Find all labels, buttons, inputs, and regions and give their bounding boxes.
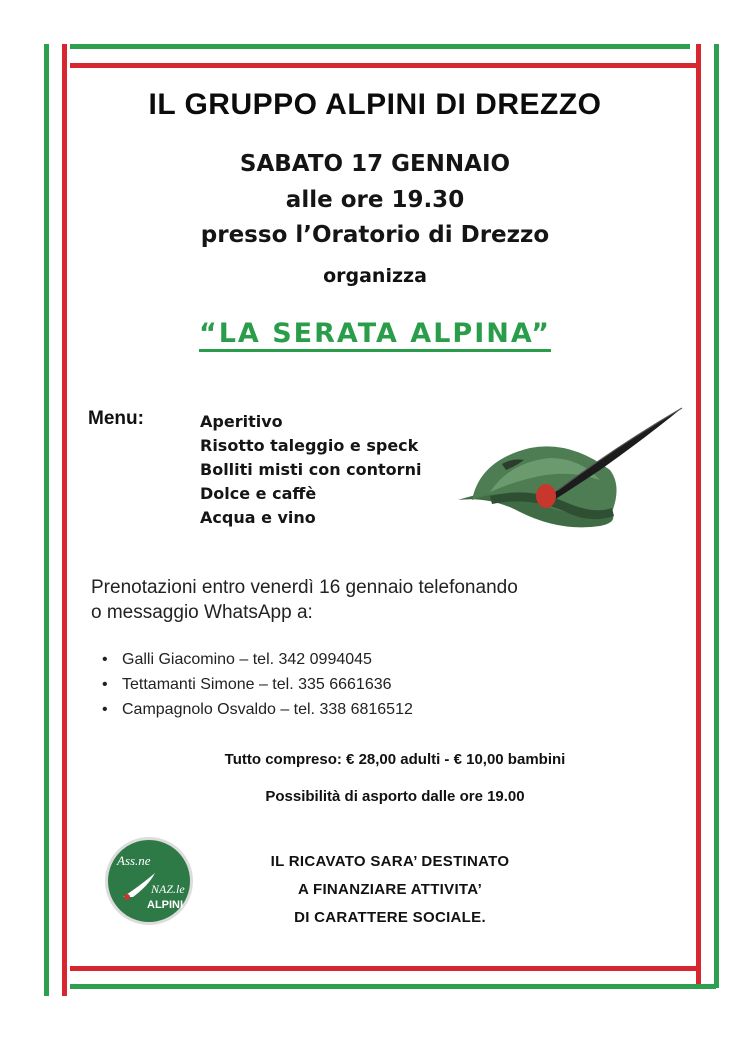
menu-item: Risotto taleggio e speck xyxy=(200,436,419,455)
event-place: presso l’Oratorio di Drezzo xyxy=(200,222,550,248)
menu-item: Aperitivo xyxy=(200,412,283,431)
organizza-label: organizza xyxy=(323,265,427,287)
price-info: Tutto compreso: € 28,00 adulti - € 10,00 bambini xyxy=(224,751,566,768)
flyer-title: IL GRUPPO ALPINI DI DREZZO xyxy=(148,88,602,121)
frame-right-red xyxy=(696,44,701,988)
contact-item: • Galli Giacomino – tel. 342 0994045 xyxy=(100,647,413,672)
menu-label: Menu: xyxy=(88,408,144,429)
reservation-text xyxy=(91,575,518,625)
logo-text-mid: NAZ.le xyxy=(151,882,185,896)
menu-list xyxy=(200,410,421,530)
alpine-hat-icon xyxy=(450,400,690,550)
ana-logo-icon xyxy=(103,835,195,927)
frame-bottom-green xyxy=(70,984,716,989)
frame-right-green xyxy=(714,44,719,988)
reservation-line-1: Prenotazioni entro venerdì 16 gennaio telefonando xyxy=(91,577,518,598)
event-name-text: “LA SERATA ALPINA” xyxy=(199,318,551,352)
event-time: alle ore 19.30 xyxy=(285,187,465,213)
proceeds-line-1: IL RICAVATO SARA’ DESTINATO xyxy=(270,853,510,870)
menu-item: Bolliti misti con contorni xyxy=(200,460,422,479)
reservation-line-2: o messaggio WhatsApp a: xyxy=(91,602,313,623)
logo-text-top: Ass.ne xyxy=(117,853,151,868)
frame-top-red xyxy=(70,63,696,68)
proceeds-note xyxy=(210,848,570,932)
menu-item: Dolce e caffè xyxy=(200,484,317,503)
contact-item: • Tettamanti Simone – tel. 335 6661636 xyxy=(100,672,413,697)
contact-item: • Campagnolo Osvaldo – tel. 338 6816512 xyxy=(100,697,413,722)
event-name xyxy=(0,318,750,349)
frame-bottom-red xyxy=(70,966,696,971)
contact-list xyxy=(100,647,413,722)
proceeds-line-2: A FINANZIARE ATTIVITA’ xyxy=(297,881,483,898)
frame-top-green xyxy=(70,44,690,49)
proceeds-line-3: DI CARATTERE SOCIALE. xyxy=(294,909,486,926)
menu-item: Acqua e vino xyxy=(200,508,316,527)
event-date: SABATO 17 GENNAIO xyxy=(239,151,511,177)
takeaway-info: Possibilità di asporto dalle ore 19.00 xyxy=(265,788,525,805)
logo-text-bottom: ALPINI xyxy=(147,899,184,911)
